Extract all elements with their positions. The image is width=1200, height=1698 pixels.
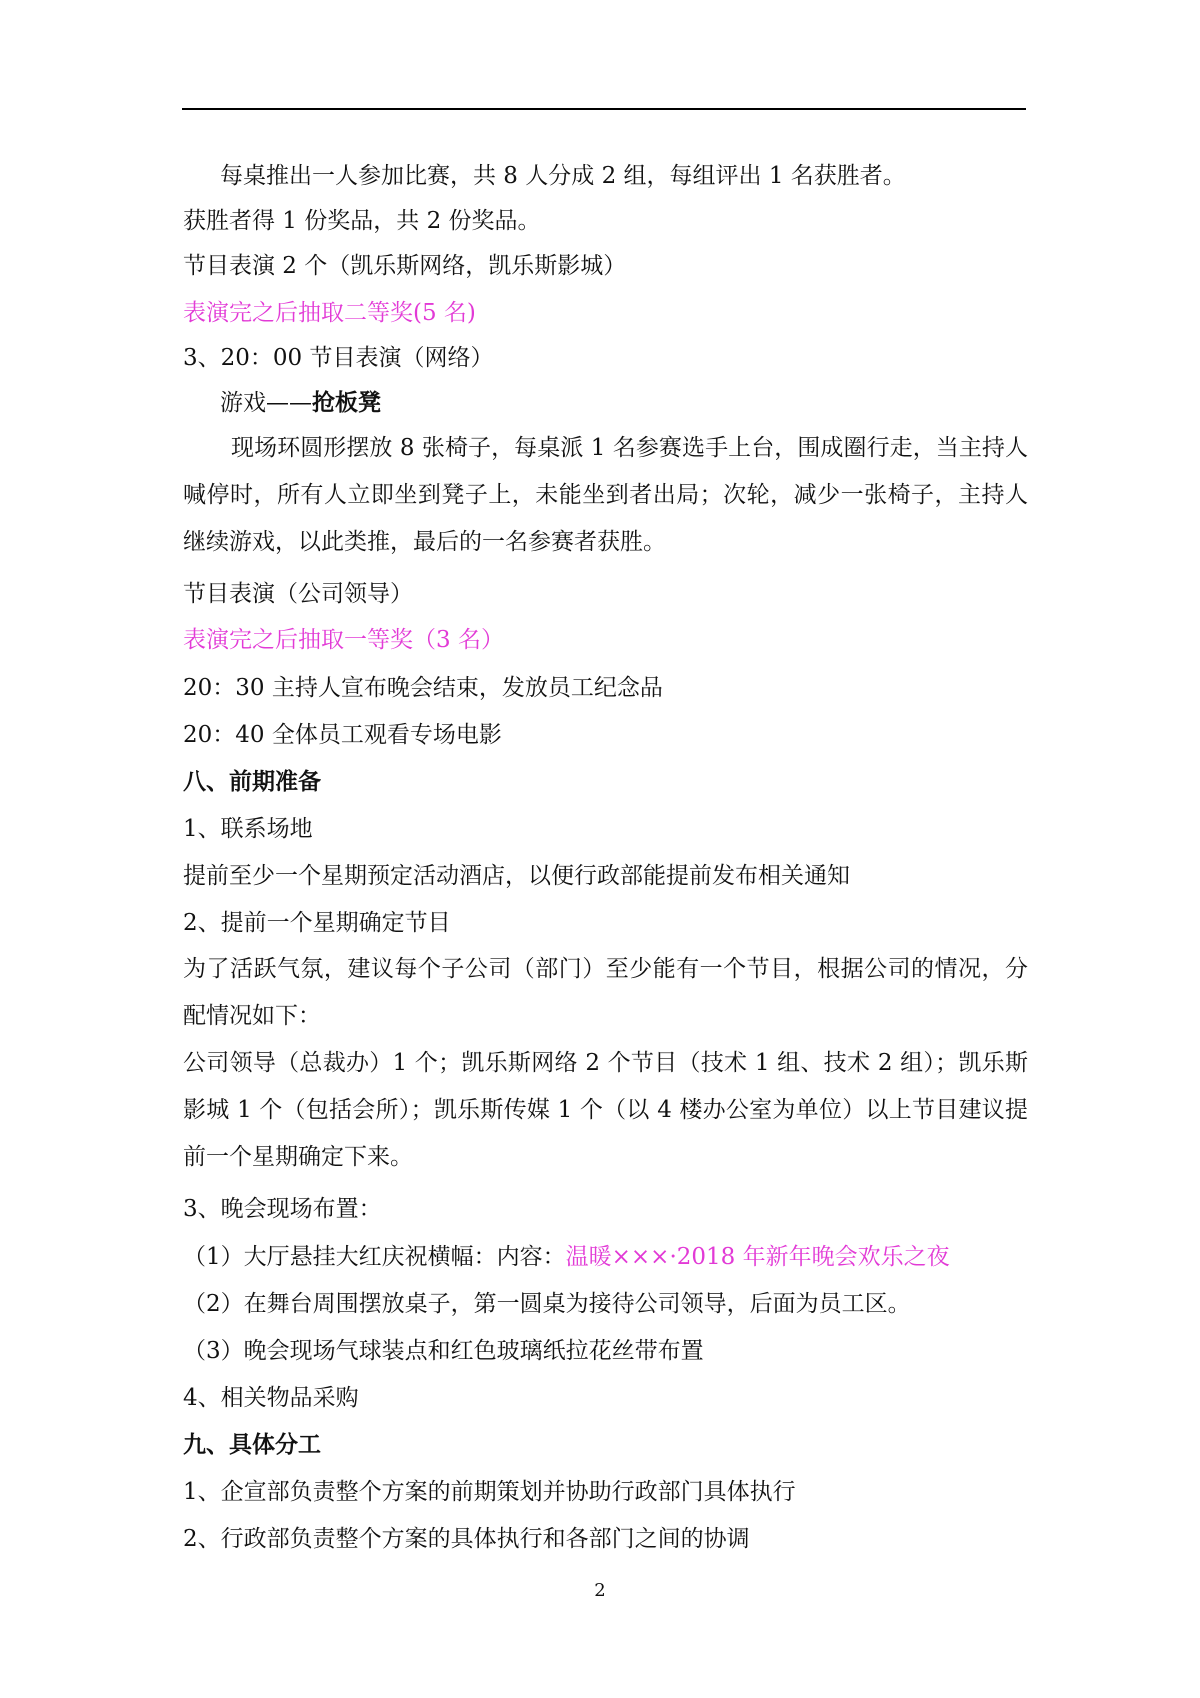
paragraph: 为了活跃气氛，建议每个子公司（部门）至少能有一个节目，根据公司的情况，分配情况如下： xyxy=(183,956,1028,1029)
game-title-line xyxy=(220,387,1065,419)
text-line: 1、联系场地 xyxy=(183,816,313,842)
text-line: 4、相关物品采购 xyxy=(183,1385,359,1411)
text-line: （3）晚会现场气球装点和红色玻璃纸拉花丝带布置 xyxy=(183,1338,704,1364)
text-line: 获胜者得 1 份奖品，共 2 份奖品。 xyxy=(183,208,541,234)
highlight-line: 表演完之后抽取二等奖(5 名) xyxy=(183,300,476,326)
section-heading: 九、具体分工 xyxy=(183,1432,321,1458)
game-name: 抢板凳 xyxy=(312,390,381,416)
text-line: （2）在舞台周围摆放桌子，第一圆桌为接待公司领导，后面为员工区。 xyxy=(183,1291,911,1317)
text-line: 3、20：00 节目表演（网络） xyxy=(183,345,494,371)
text-line: 提前至少一个星期预定活动酒店，以便行政部能提前发布相关通知 xyxy=(183,863,850,889)
section-heading: 八、前期准备 xyxy=(183,769,321,795)
highlight-line: 表演完之后抽取一等奖（3 名） xyxy=(183,627,504,653)
text-line: 3、晚会现场布置： xyxy=(183,1196,382,1222)
text-line: 20：30 主持人宣布晚会结束，发放员工纪念品 xyxy=(183,675,663,701)
page-number: 2 xyxy=(594,1580,606,1601)
text-line: 每桌推出一人参加比赛，共 8 人分成 2 组，每组评出 1 名获胜者。 xyxy=(220,163,906,189)
text-line: 节目表演（公司领导） xyxy=(183,581,413,607)
paragraph: 现场环圆形摆放 8 张椅子，每桌派 1 名参赛选手上台，围成圈行走，当主持人喊停时，所有人立即坐到凳子上，未能坐到者出局；次轮，减少一张椅子，主持人继续游戏，以此类推，最后的一名参赛者获胜。 xyxy=(183,435,1028,555)
paragraph: 公司领导（总裁办）1 个；凯乐斯网络 2 个节目（技术 1 组、技术 2 组）；凯乐斯影城 1 个（包括会所）；凯乐斯传媒 1 个（以 4 楼办公室为单位）以上节目建议提前一个星期确定下来。 xyxy=(183,1050,1028,1170)
banner-content: 温暖×××·2018 年新年晚会欢乐之夜 xyxy=(565,1244,950,1270)
header-rule xyxy=(182,108,1026,110)
game-label: 游戏—— xyxy=(220,390,312,416)
text-line: 2、提前一个星期确定节目 xyxy=(183,910,451,936)
banner-label: （1）大厅悬挂大红庆祝横幅：内容： xyxy=(183,1244,566,1270)
banner-line xyxy=(183,1241,1028,1273)
text-line: 20：40 全体员工观看专场电影 xyxy=(183,722,502,748)
text-line: 1、企宣部负责整个方案的前期策划并协助行政部门具体执行 xyxy=(183,1479,796,1505)
text-line: 节目表演 2 个（凯乐斯网络，凯乐斯影城） xyxy=(183,253,627,279)
text-line: 2、行政部负责整个方案的具体执行和各部门之间的协调 xyxy=(183,1526,750,1552)
